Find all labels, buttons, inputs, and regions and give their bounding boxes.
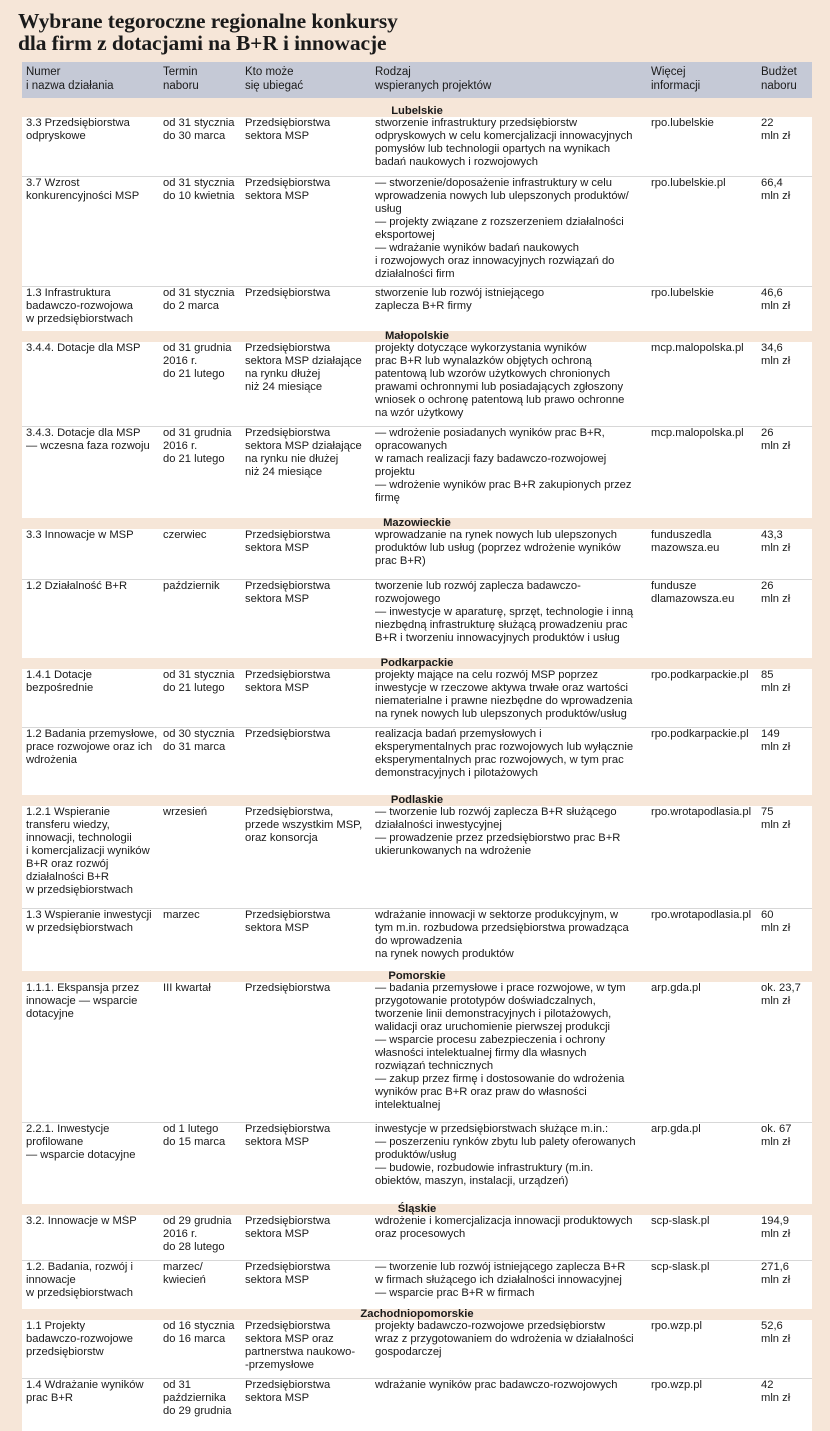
cell-numer: 3.3 Przedsiębiorstwa odpryskowe (26, 117, 130, 142)
cell-rodzaj: — wdrożenie posiadanych wyników prac B+R, opracowanych w ramach realizacji fazy badawczo-rozwojowej projektu — wdrożenie wyników prac B+R zakupionych przez firmę (375, 427, 632, 504)
cell-wiecej: rpo.wrotapodlasia.pl (651, 909, 752, 921)
cell-termin: od 31 października do 29 grudnia (163, 1379, 232, 1417)
table-row (22, 1378, 812, 1431)
cell-budzet: 42 mln zł (761, 1379, 791, 1404)
header-rodzaj: Rodzaj wspieranych projektów (375, 66, 492, 92)
cell-numer: 3.3 Innowacje w MSP (26, 529, 134, 541)
cell-wiecej: funduszedla mazowsza.eu (651, 529, 720, 554)
cell-wiecej: rpo.podkarpackie.pl (651, 669, 749, 681)
header-termin: Termin naboru (163, 66, 199, 92)
cell-budzet: 34,6 mln zł (761, 342, 791, 367)
cell-kto: Przedsiębiorstwa (245, 287, 331, 299)
cell-wiecej: rpo.lubelskie (651, 287, 714, 299)
header-budzet: Budżet naboru (761, 66, 797, 92)
cell-budzet: 52,6 mln zł (761, 1320, 791, 1345)
cell-kto: Przedsiębiorstwa (245, 982, 331, 994)
cell-rodzaj: stworzenie infrastruktury przedsiębiorstw odpryskowych w celu komercjalizacji innowacyjnych pomysłów lub technologii opartych na wynikach badań naukowych i rozwojowych (375, 117, 633, 168)
cell-termin: od 30 stycznia do 31 marca (163, 728, 235, 753)
cell-wiecej: rpo.lubelskie.pl (651, 177, 726, 189)
cell-rodzaj: wdrożenie i komercjalizacja innowacji produktowych oraz procesowych (375, 1215, 633, 1240)
cell-wiecej: scp-slask.pl (651, 1215, 710, 1227)
cell-wiecej: mcp.malopolska.pl (651, 427, 744, 439)
cell-numer: 1.1.1. Ekspansja przez innowacje — wsparcie dotacyjne (26, 982, 140, 1020)
table-header-row (22, 62, 812, 98)
table-row (22, 579, 812, 658)
cell-kto: Przedsiębiorstwa sektora MSP oraz partnerstwa naukowo- -przemysłowe (245, 1320, 356, 1371)
cell-kto: Przedsiębiorstwa sektora MSP (245, 529, 331, 554)
cell-budzet: 66,4 mln zł (761, 177, 791, 202)
grants-table (22, 62, 812, 1431)
cell-numer: 3.7 Wzrost konkurencyjności MSP (26, 177, 140, 202)
cell-termin: czerwiec (163, 529, 207, 541)
region-heading: Lubelskie (391, 105, 443, 117)
region-heading: Zachodniopomorskie (360, 1308, 474, 1320)
cell-rodzaj: — stworzenie/doposażenie infrastruktury w celu wprowadzenia nowych lub ulepszonych produktów/ usług — projekty związane z rozszerzeniem działalności eksportowej — wdrażanie wyników badań naukowych i rozwojowych oraz innowacyjnych rozwiązań do działalności firm (375, 177, 629, 280)
cell-termin: marzec (163, 909, 200, 921)
region-heading: Pomorskie (388, 970, 446, 982)
cell-wiecej: arp.gda.pl (651, 982, 701, 994)
cell-kto: Przedsiębiorstwa sektora MSP działające na rynku nie dłużej niż 24 miesiące (245, 427, 362, 478)
cell-wiecej: fundusze dlamazowsza.eu (651, 580, 735, 605)
header-numer: Numer i nazwa działania (26, 66, 114, 92)
cell-budzet: 60 mln zł (761, 909, 791, 934)
cell-termin: wrzesień (163, 806, 208, 818)
table-row (22, 286, 812, 331)
table-row (22, 982, 812, 1122)
cell-rodzaj: — badania przemysłowe i prace rozwojowe, w tym przygotowanie prototypów doświadczalnych, tworzenie linii demonstracyjnych i pilotażowych, walidacji oraz uruchomienie pierwszej produkcji — wsparcie procesu zabezpieczenia i ochrony własności intelektualnej firmy dla własnych rozwiązań technicznych — zakup przez firmę i dostosowanie do wdrożenia wyników prac B+R oraz praw do własności intelektualnej (375, 982, 626, 1111)
cell-rodzaj: wdrażanie innowacji w sektorze produkcyjnym, w tym m.in. rozbudowa przedsiębiorstwa prowadząca do wprowadzenia na rynek nowych produktów (375, 909, 629, 960)
table-row (22, 908, 812, 971)
cell-numer: 1.2 Badania przemysłowe, prace rozwojowe oraz ich wdrożenia (26, 728, 158, 766)
cell-kto: Przedsiębiorstwa (245, 728, 331, 740)
cell-rodzaj: — tworzenie lub rozwój istniejącego zaplecza B+R w firmach służącego ich działalności innowacyjnej — wsparcie prac B+R w firmach (375, 1261, 626, 1299)
cell-termin: od 31 grudnia 2016 r. do 21 lutego (163, 342, 232, 380)
title-line-1: Wybrane tegoroczne regionalne konkursy (18, 9, 398, 33)
cell-numer: 1.4.1 Dotacje bezpośrednie (26, 669, 94, 694)
cell-termin: od 31 stycznia do 30 marca (163, 117, 235, 142)
cell-numer: 1.1 Projekty badawczo-rozwojowe przedsiębiorstw (26, 1320, 133, 1358)
cell-kto: Przedsiębiorstwa sektora MSP (245, 669, 331, 694)
cell-wiecej: rpo.wrotapodlasia.pl (651, 806, 752, 818)
cell-kto: Przedsiębiorstwa sektora MSP (245, 909, 331, 934)
table-row (22, 669, 812, 727)
cell-termin: od 31 stycznia do 21 lutego (163, 669, 235, 694)
cell-termin: od 16 stycznia do 16 marca (163, 1320, 235, 1345)
cell-budzet: ok. 23,7 mln zł (761, 982, 801, 1007)
table-row (22, 1215, 812, 1260)
cell-numer: 2.2.1. Inwestycje profilowane — wsparcie dotacyjne (26, 1123, 136, 1161)
region-heading: Małopolskie (384, 330, 450, 342)
cell-wiecej: rpo.wzp.pl (651, 1379, 702, 1391)
cell-numer: 3.4.4. Dotacje dla MSP (26, 342, 141, 354)
table-row (22, 176, 812, 286)
cell-budzet: 271,6 mln zł (761, 1261, 791, 1286)
cell-termin: od 31 stycznia do 10 kwietnia (163, 177, 235, 202)
cell-numer: 1.3 Wspieranie inwestycji w przedsiębiorstwach (26, 909, 152, 934)
cell-budzet: 26 mln zł (761, 427, 791, 452)
cell-rodzaj: inwestycje w przedsiębiorstwach służące m.in.: — poszerzeniu rynków zbytu lub palety oferowanych produktów/usług — budowie, rozbudowie infrastruktury (m.in. obiektów, maszyn, instalacji, urządzeń) (375, 1123, 636, 1187)
cell-kto: Przedsiębiorstwa sektora MSP (245, 1261, 331, 1286)
cell-kto: Przedsiębiorstwa sektora MSP (245, 580, 331, 605)
cell-numer: 1.2. Badania, rozwój i innowacje w przedsiębiorstwach (26, 1261, 133, 1299)
cell-budzet: 85 mln zł (761, 669, 791, 694)
cell-budzet: ok. 67 mln zł (761, 1123, 792, 1148)
cell-wiecej: rpo.podkarpackie.pl (651, 728, 749, 740)
table-row (22, 426, 812, 518)
cell-rodzaj: projekty badawczo-rozwojowe przedsiębiorstw wraz z przygotowaniem do wdrożenia w działalności gospodarczej (375, 1320, 634, 1358)
cell-termin: od 31 stycznia do 2 marca (163, 287, 235, 312)
cell-kto: Przedsiębiorstwa sektora MSP (245, 1215, 331, 1240)
cell-termin: od 31 grudnia 2016 r. do 21 lutego (163, 427, 232, 465)
cell-numer: 1.4 Wdrażanie wyników prac B+R (26, 1379, 144, 1404)
region-heading: Podkarpackie (380, 657, 454, 669)
table-row (22, 727, 812, 795)
cell-numer: 1.3 Infrastruktura badawczo-rozwojowa w przedsiębiorstwach (26, 287, 133, 325)
cell-numer: 3.2. Innowacje w MŚP (26, 1215, 137, 1227)
table-row (22, 117, 812, 176)
region-heading: Śląskie (397, 1203, 437, 1215)
cell-rodzaj: stworzenie lub rozwój istniejącego zaplecza B+R firmy (375, 287, 545, 312)
table-row (22, 342, 812, 426)
table-row (22, 1122, 812, 1204)
title-line-2: dla firm z dotacjami na B+R i innowacje (18, 31, 387, 55)
cell-rodzaj: wprowadzanie na rynek nowych lub ulepszonych produktów lub usług (poprzez wdrożenie wyników prac B+R) (375, 529, 621, 567)
cell-kto: Przedsiębiorstwa sektora MSP (245, 117, 331, 142)
region-heading: Mazowieckie (383, 517, 451, 529)
cell-kto: Przedsiębiorstwa sektora MSP (245, 1123, 331, 1148)
cell-numer: 1.2.1 Wspieranie transferu wiedzy, innowacji, technologii i komercjalizacji wyników B+R oraz rozwój działalności B+R w przedsiębiorstwach (26, 806, 150, 896)
cell-rodzaj: wdrażanie wyników prac badawczo-rozwojowych (375, 1379, 618, 1391)
cell-numer: 3.4.3. Dotacje dla MSP — wczesna faza rozwoju (26, 427, 150, 452)
cell-wiecej: rpo.lubelskie (651, 117, 714, 129)
cell-rodzaj: — tworzenie lub rozwój zaplecza B+R służącego działalności inwestycyjnej — prowadzenie przez przedsiębiorstwo prac B+R ukierunkowanych na wdrożenie (375, 806, 621, 857)
cell-rodzaj: realizacja badań przemysłowych i eksperymentalnych prac rozwojowych lub wyłącznie eksperymentalnych prac rozwojowych, w tym prac demonstracyjnych i pilotażowych (375, 728, 634, 779)
cell-wiecej: rpo.wzp.pl (651, 1320, 702, 1332)
cell-budzet: 46,6 mln zł (761, 287, 791, 312)
cell-budzet: 194,9 mln zł (761, 1215, 791, 1240)
cell-budzet: 43,3 mln zł (761, 529, 791, 554)
cell-kto: Przedsiębiorstwa sektora MSP (245, 1379, 331, 1404)
table-row (22, 806, 812, 908)
page-title (0, 0, 830, 55)
cell-rodzaj: tworzenie lub rozwój zaplecza badawczo- rozwojowego — inwestycje w aparaturę, sprzęt, technologie i inną niezbędną infrastrukturę służącą prowadzeniu prac B+R i tworzeniu innowacyjnych produktów i usług (375, 580, 634, 644)
region-heading: Podlaskie (390, 794, 444, 806)
cell-budzet: 26 mln zł (761, 580, 791, 605)
cell-termin: październik (163, 580, 220, 592)
cell-budzet: 149 mln zł (761, 728, 791, 753)
cell-termin: od 29 grudnia 2016 r. do 28 lutego (163, 1215, 232, 1253)
table-row (22, 1260, 812, 1309)
cell-wiecej: mcp.malopolska.pl (651, 342, 744, 354)
header-wiecej: Więcej informacji (651, 66, 701, 92)
cell-kto: Przedsiębiorstwa sektora MSP działające na rynku dłużej niż 24 miesiące (245, 342, 362, 393)
table-row (22, 529, 812, 579)
cell-wiecej: scp-slask.pl (651, 1261, 710, 1273)
cell-termin: III kwartał (163, 982, 211, 994)
cell-termin: od 1 lutego do 15 marca (163, 1123, 226, 1148)
cell-budzet: 75 mln zł (761, 806, 791, 831)
cell-rodzaj: projekty dotyczące wykorzystania wyników prac B+R lub wynalazków objętych ochroną patentową lub wzorów użytkowych chronionych prawami ochronnymi lub posiadających zgłoszony wniosek o ochronę patentową lub prawo ochronne na wzór użytkowy (375, 342, 625, 419)
header-kto: Kto może się ubiegać (245, 66, 304, 92)
cell-wiecej: arp.gda.pl (651, 1123, 701, 1135)
cell-termin: marzec/ kwiecień (163, 1261, 206, 1286)
cell-kto: Przedsiębiorstwa, przede wszystkim MSP, oraz konsorcja (245, 806, 363, 844)
cell-rodzaj: projekty mające na celu rozwój MSP poprzez inwestycje w rzeczowe aktywa trwałe oraz wartości niematerialne i prawne niezbędne do wprowadzenia na rynek nowych lub ulepszonych produktów/usług (375, 669, 633, 720)
table-row (22, 1320, 812, 1378)
cell-numer: 1.2 Działalność B+R (26, 580, 128, 592)
cell-budzet: 22 mln zł (761, 117, 791, 142)
cell-kto: Przedsiębiorstwa sektora MSP (245, 177, 331, 202)
